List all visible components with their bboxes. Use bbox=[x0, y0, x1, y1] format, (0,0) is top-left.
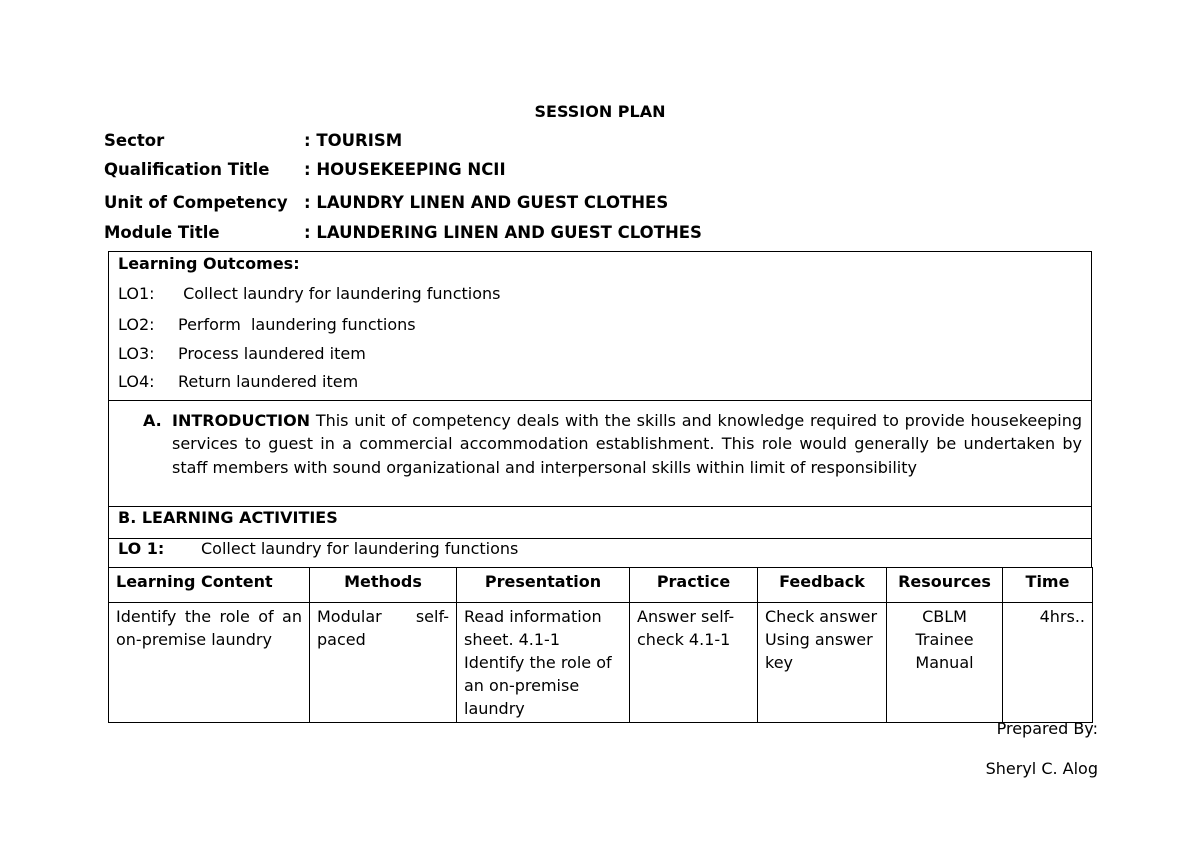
lo-text: Perform laundering functions bbox=[178, 315, 416, 334]
qualification-value: : HOUSEKEEPING NCII bbox=[304, 160, 506, 179]
table-row bbox=[109, 603, 1093, 723]
lo1-box bbox=[108, 538, 1092, 568]
cell-practice: Answer self-check 4.1-1 bbox=[630, 603, 758, 723]
learning-outcomes-heading: Learning Outcomes: bbox=[118, 254, 300, 273]
lo1-code: LO 1: bbox=[118, 539, 165, 558]
lo1-text: Collect laundry for laundering functions bbox=[201, 539, 519, 558]
module-row bbox=[104, 223, 702, 242]
lo-item bbox=[118, 315, 416, 334]
col-header-feedback: Feedback bbox=[758, 568, 887, 603]
unit-value: : LAUNDRY LINEN AND GUEST CLOTHES bbox=[304, 193, 669, 212]
sector-row bbox=[104, 131, 403, 150]
lo-text: Process laundered item bbox=[178, 344, 366, 363]
table-header-row bbox=[109, 568, 1093, 603]
module-label: Module Title bbox=[104, 223, 220, 242]
sector-value: : TOURISM bbox=[304, 131, 403, 150]
col-header-practice: Practice bbox=[630, 568, 758, 603]
activities-table bbox=[108, 567, 1093, 723]
cell-methods: Modular self-paced bbox=[310, 603, 457, 723]
lo-code: LO3: bbox=[118, 344, 155, 363]
learning-outcomes-box bbox=[108, 251, 1092, 401]
sector-label: Sector bbox=[104, 131, 165, 150]
col-header-presentation: Presentation bbox=[457, 568, 630, 603]
cell-presentation: Read information sheet. 4.1-1 Identify the role of an on-premise laundry bbox=[457, 603, 630, 723]
unit-row bbox=[104, 193, 669, 212]
col-header-learning-content: Learning Content bbox=[109, 568, 310, 603]
col-header-resources: Resources bbox=[887, 568, 1003, 603]
introduction-letter: A. bbox=[143, 411, 162, 430]
page-title: SESSION PLAN bbox=[534, 102, 666, 121]
lo-code: LO1: bbox=[118, 284, 155, 303]
introduction-heading: INTRODUCTION bbox=[172, 411, 311, 430]
cell-feedback: Check answer Using answer key bbox=[758, 603, 887, 723]
col-header-time: Time bbox=[1003, 568, 1093, 603]
lo-item bbox=[118, 372, 358, 391]
lo-text: Return laundered item bbox=[178, 372, 359, 391]
cell-time: 4hrs.. bbox=[1003, 603, 1093, 723]
qualification-row bbox=[104, 160, 506, 179]
introduction-paragraph bbox=[143, 409, 1082, 479]
lo-code: LO4: bbox=[118, 372, 155, 391]
prepared-by-name: Sheryl C. Alog bbox=[985, 759, 1098, 778]
col-header-methods: Methods bbox=[310, 568, 457, 603]
lo-item bbox=[118, 344, 366, 363]
module-value: : LAUNDERING LINEN AND GUEST CLOTHES bbox=[304, 223, 702, 242]
cell-learning-content: Identify the role of an on-premise laundry bbox=[109, 603, 310, 723]
lo-text: Collect laundry for laundering functions bbox=[178, 284, 501, 303]
qualification-label: Qualification Title bbox=[104, 160, 270, 179]
introduction-text: This unit of competency deals with the skills and knowledge required to provide housekeeping services to guest in a commercial accommodation establishment. This role would generally be undertaken by staff members with sound organizational and interpersonal skills within limit of responsibility bbox=[172, 411, 1082, 477]
learning-activities-box bbox=[108, 506, 1092, 539]
prepared-by-label: Prepared By: bbox=[996, 719, 1098, 738]
learning-activities-heading: B. LEARNING ACTIVITIES bbox=[118, 508, 338, 527]
introduction-box bbox=[108, 400, 1092, 507]
lo-item bbox=[118, 284, 500, 303]
lo-code: LO2: bbox=[118, 315, 155, 334]
unit-label: Unit of Competency bbox=[104, 193, 288, 212]
cell-resources: CBLM Trainee Manual bbox=[887, 603, 1003, 723]
